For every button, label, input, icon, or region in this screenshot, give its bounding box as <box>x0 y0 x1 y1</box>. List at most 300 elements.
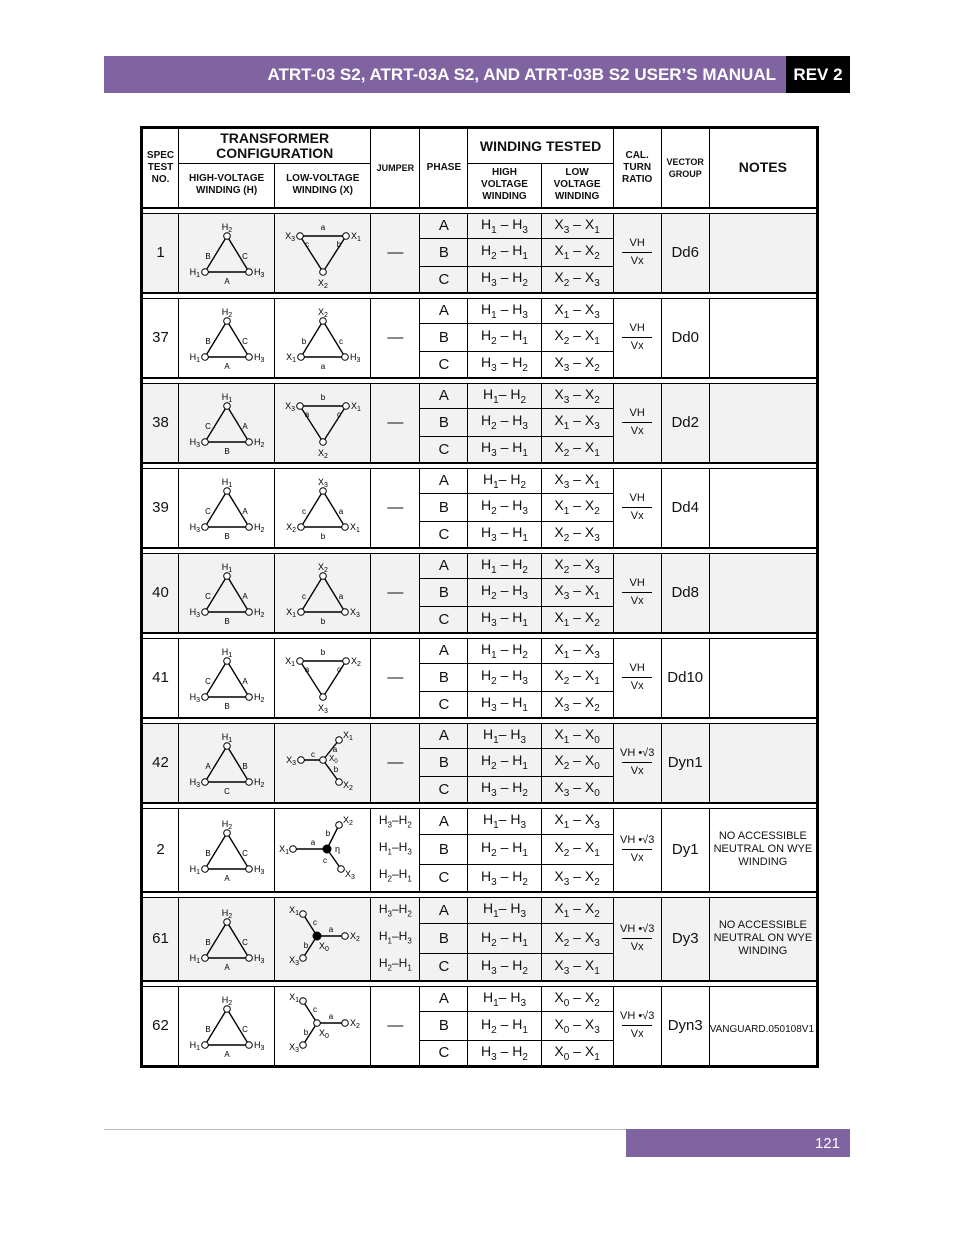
svg-text:X3: $X_3$ <box>289 1041 300 1054</box>
lv-winding-diagram <box>275 808 371 892</box>
phase: B <box>420 924 468 954</box>
lv-winding-diagram <box>275 383 371 463</box>
svg-text:B: B <box>242 761 248 771</box>
svg-text:H3: $H_3$ <box>254 266 265 279</box>
svg-text:H1: $H_1$ <box>221 731 233 744</box>
svg-text:a: a <box>332 744 338 754</box>
header-notes: NOTES <box>709 128 817 208</box>
phase: A <box>420 986 468 1011</box>
hv-winding-diagram <box>179 213 275 293</box>
svg-text:A: A <box>205 761 211 771</box>
lv-winding-tested: $X_2 - X_1$ <box>541 436 613 462</box>
svg-text:B: B <box>205 336 211 346</box>
document-code: VANGUARD.050108V1 <box>709 1024 814 1035</box>
ratio-denominator: Vx <box>630 340 644 352</box>
vector-group: Dd0 <box>661 298 709 378</box>
hv-winding-tested: $H_3 - H_1$ <box>468 691 541 717</box>
svg-text:H1: $H_1$ <box>221 646 233 659</box>
svg-text:H1: $H_1$ <box>221 561 233 574</box>
notes <box>709 468 817 548</box>
phase: C <box>420 266 468 292</box>
hv-winding-tested: $H_2 - H_1$ <box>468 323 541 351</box>
phase: A <box>420 213 468 238</box>
svg-text:H1: $H_1$ <box>189 1039 201 1052</box>
cal-turn-ratio <box>613 553 661 633</box>
svg-text:H1: $H_1$ <box>189 863 201 876</box>
hv-winding-tested: $H_2 - H_3$ <box>468 493 541 521</box>
svg-text:b: b <box>303 940 309 950</box>
hv-winding-diagram <box>179 383 275 463</box>
phase: C <box>420 953 468 981</box>
svg-text:H1: $H_1$ <box>189 266 201 279</box>
svg-text:X1: $X_1$ <box>343 729 354 742</box>
notes <box>709 553 817 633</box>
lv-winding-tested: $X_0 - X_2$ <box>541 986 613 1011</box>
phase: B <box>420 493 468 521</box>
ratio-numerator: VH <box>629 322 645 334</box>
svg-text:H3: $H_3$ <box>189 691 201 704</box>
svg-text:H3: $H_3$ <box>254 863 265 876</box>
svg-text:H2: $H_2$ <box>254 521 265 534</box>
hv-winding-diagram <box>179 723 275 803</box>
svg-text:c: c <box>302 591 307 601</box>
hv-winding-tested: $H_1-$ $H_3$ <box>468 897 541 923</box>
lv-winding-tested: $X_3 - X_2$ <box>541 864 613 892</box>
hv-winding-tested: $H_3 - H_2$ <box>468 351 541 377</box>
svg-text:X3: $X_3$ <box>318 476 329 489</box>
svg-text:X2: $X_2$ <box>318 306 329 319</box>
phase: A <box>420 897 468 923</box>
svg-text:a: a <box>304 409 310 419</box>
svg-text:b: b <box>301 336 307 346</box>
hv-winding-tested: $H_1 - H_2$ <box>468 553 541 578</box>
cal-turn-ratio <box>613 298 661 378</box>
phase: B <box>420 408 468 436</box>
svg-text:C: C <box>205 506 211 516</box>
svg-text:X1: $X_1$ <box>351 400 362 413</box>
notes: NO ACCESSIBLE NEUTRAL ON WYE WINDING <box>709 808 817 892</box>
lv-winding-diagram <box>275 298 371 378</box>
svg-text:X0: $X_0$ <box>329 753 338 765</box>
hv-winding-tested: $H_3 - H_2$ <box>468 953 541 981</box>
ratio-numerator: VH <box>629 237 645 249</box>
svg-text:a: a <box>304 664 310 674</box>
svg-text:b: b <box>325 828 331 838</box>
hv-winding-diagram <box>179 897 275 981</box>
svg-text:H3: $H_3$ <box>254 351 265 364</box>
phase: B <box>420 1012 468 1040</box>
spec-test-no: 37 <box>142 298 179 378</box>
hv-winding-tested: $H_3 - H_2$ <box>468 776 541 802</box>
phase: A <box>420 808 468 834</box>
svg-text:c: c <box>339 336 344 346</box>
hv-winding-diagram <box>179 468 275 548</box>
notes <box>709 298 817 378</box>
hv-winding-tested: $H_3 - H_2$ <box>468 266 541 292</box>
svg-text:B: B <box>205 937 211 947</box>
vector-group: Dd4 <box>661 468 709 548</box>
jumper-none: — <box>371 986 420 1066</box>
svg-text:C: C <box>242 336 248 346</box>
svg-text:C: C <box>242 251 248 261</box>
phase: C <box>420 864 468 892</box>
lv-winding-tested: $X_1 - X_3$ <box>541 298 613 323</box>
header-vector-group: VECTOR GROUP <box>661 128 709 208</box>
hv-winding-diagram <box>179 638 275 718</box>
ratio-denominator: Vx <box>630 941 644 954</box>
jumper-list <box>371 897 420 981</box>
lv-winding-diagram <box>275 468 371 548</box>
ratio-denominator: Vx <box>630 510 644 522</box>
hv-winding-tested: $H_2 - H_3$ <box>468 578 541 606</box>
svg-text:H1: $H_1$ <box>221 391 233 404</box>
svg-text:c: c <box>305 239 310 249</box>
vector-group: Dy1 <box>661 808 709 892</box>
svg-text:B: B <box>224 701 230 711</box>
cal-turn-ratio <box>613 808 661 892</box>
svg-text:X2: $X_2$ <box>350 930 361 943</box>
lv-winding-tested: $X_2 - X_0$ <box>541 748 613 776</box>
hv-winding-tested: $H_3 - H_1$ <box>468 521 541 547</box>
notes <box>709 213 817 293</box>
svg-text:X1: $X_1$ <box>289 904 300 917</box>
svg-text:X3: $X_3$ <box>285 230 296 243</box>
header-cal-turn-ratio: CAL. TURN RATIO <box>613 128 661 208</box>
hv-winding-tested: $H_1-$ $H_2$ <box>468 383 541 408</box>
svg-text:B: B <box>205 251 211 261</box>
svg-text:c: c <box>337 664 342 674</box>
notes <box>709 723 817 803</box>
lv-winding-tested: $X_2 - X_3$ <box>541 553 613 578</box>
header-high-voltage: HIGH VOLTAGE WINDING <box>468 164 541 208</box>
svg-text:X1: $X_1$ <box>279 843 290 856</box>
svg-text:c: c <box>337 409 342 419</box>
svg-text:C: C <box>205 676 211 686</box>
lv-winding-tested: $X_2 - X_1$ <box>541 323 613 351</box>
svg-text:C: C <box>224 786 230 796</box>
ratio-denominator: Vx <box>630 255 644 267</box>
ratio-numerator: VH •√3 <box>619 834 655 847</box>
table-row <box>142 213 818 238</box>
cal-turn-ratio <box>613 897 661 981</box>
spec-test-no: 62 <box>142 986 179 1066</box>
svg-text:C: C <box>242 848 248 858</box>
phase: C <box>420 436 468 462</box>
svg-text:a: a <box>320 361 326 371</box>
vector-group: Dd6 <box>661 213 709 293</box>
phase: A <box>420 468 468 493</box>
cal-turn-ratio <box>613 638 661 718</box>
hv-winding-tested: $H_2 - H_1$ <box>468 238 541 266</box>
svg-text:c: c <box>302 506 307 516</box>
svg-text:X1: $X_1$ <box>286 351 297 364</box>
svg-text:X2: $X_2$ <box>286 521 297 534</box>
svg-text:X0: $X_0$ <box>319 1027 330 1040</box>
table-row <box>142 638 818 663</box>
hv-winding-tested: $H_2 - H_1$ <box>468 748 541 776</box>
ratio-denominator: Vx <box>630 852 644 865</box>
hv-winding-tested: $H_1-$ $H_3$ <box>468 986 541 1011</box>
hv-winding-tested: $H_3 - H_2$ <box>468 1040 541 1066</box>
hv-winding-tested: $H_1-$ $H_2$ <box>468 468 541 493</box>
svg-text:b: b <box>303 1027 309 1037</box>
header-winding-tested: WINDING TESTED <box>468 128 613 164</box>
phase: C <box>420 691 468 717</box>
svg-text:c: c <box>313 1004 318 1014</box>
ratio-denominator: Vx <box>630 765 644 777</box>
svg-text:a: a <box>328 1011 334 1021</box>
svg-text:C: C <box>242 937 248 947</box>
svg-text:C: C <box>242 1024 248 1034</box>
lv-winding-tested: $X_1 - X_2$ <box>541 238 613 266</box>
hv-winding-tested: $H_1 - H_3$ <box>468 298 541 323</box>
jumper-none: — <box>371 638 420 718</box>
svg-text:X3: $X_3$ <box>286 754 297 767</box>
notes <box>709 638 817 718</box>
lv-winding-tested: $X_1 - X_2$ <box>541 606 613 632</box>
phase: A <box>420 638 468 663</box>
phase: C <box>420 776 468 802</box>
svg-text:X2: $X_2$ <box>318 561 329 574</box>
svg-text:H2: $H_2$ <box>221 306 233 319</box>
table-row <box>142 468 818 493</box>
lv-winding-diagram <box>275 213 371 293</box>
footer-rule <box>104 1129 626 1130</box>
svg-text:X1: $X_1$ <box>289 991 300 1004</box>
svg-text:A: A <box>242 676 248 686</box>
hv-winding-tested: $H_2 - H_3$ <box>468 663 541 691</box>
phase: B <box>420 748 468 776</box>
vector-group: Dd8 <box>661 553 709 633</box>
ratio-numerator: VH •√3 <box>619 923 655 936</box>
svg-text:H3: $H_3$ <box>189 776 201 789</box>
cal-turn-ratio <box>613 723 661 803</box>
spec-test-no: 39 <box>142 468 179 548</box>
ratio-denominator: Vx <box>630 425 644 437</box>
vector-group: Dd2 <box>661 383 709 463</box>
hv-winding-tested: $H_3 - H_1$ <box>468 606 541 632</box>
svg-text:A: A <box>224 361 230 371</box>
svg-text:H2: $H_2$ <box>221 994 233 1007</box>
ratio-numerator: VH •√3 <box>619 747 655 759</box>
vector-group: Dyn3 <box>661 986 709 1066</box>
svg-text:X2: $X_2$ <box>343 779 354 792</box>
jumper-item: $H_3-H_2$ <box>378 901 412 919</box>
svg-text:a: a <box>320 222 326 232</box>
svg-text:H2: $H_2$ <box>254 691 265 704</box>
svg-text:X3: $X_3$ <box>318 702 329 715</box>
svg-text:A: A <box>242 421 248 431</box>
svg-text:H3: $H_3$ <box>189 606 201 619</box>
jumper-none: — <box>371 213 420 293</box>
svg-text:c: c <box>311 749 316 759</box>
svg-text:H2: $H_2$ <box>254 606 265 619</box>
svg-text:H3: $H_3$ <box>254 952 265 965</box>
ratio-numerator: VH <box>629 492 645 504</box>
phase: C <box>420 606 468 632</box>
hv-winding-tested: $H_1-$ $H_3$ <box>468 808 541 834</box>
svg-text:X3: $X_3$ <box>289 954 300 967</box>
jumper-item: $H_3-H_2$ <box>378 812 412 829</box>
svg-text:B: B <box>224 446 230 456</box>
svg-text:X1: $X_1$ <box>285 655 296 668</box>
jumper-none: — <box>371 383 420 463</box>
svg-text:A: A <box>224 962 230 972</box>
svg-text:X3: $X_3$ <box>350 606 361 619</box>
lv-winding-tested: $X_1 - X_3$ <box>541 408 613 436</box>
vector-group: Dd10 <box>661 638 709 718</box>
lv-winding-diagram <box>275 723 371 803</box>
spec-test-no: 41 <box>142 638 179 718</box>
notes <box>709 383 817 463</box>
phase: A <box>420 298 468 323</box>
lv-winding-tested: $X_2 - X_1$ <box>541 834 613 864</box>
svg-text:X1: $X_1$ <box>350 521 361 534</box>
svg-text:a: a <box>338 591 344 601</box>
svg-text:X2: $X_2$ <box>351 655 362 668</box>
table-row <box>142 723 818 748</box>
svg-text:B: B <box>205 1024 211 1034</box>
hv-winding-tested: $H_1-$ $H_3$ <box>468 723 541 748</box>
lv-winding-tested: $X_1 - X_0$ <box>541 723 613 748</box>
svg-text:H1: $H_1$ <box>189 351 201 364</box>
jumper-none: — <box>371 723 420 803</box>
hv-winding-diagram <box>179 808 275 892</box>
hv-winding-tested: $H_2 - H_3$ <box>468 408 541 436</box>
phase: C <box>420 521 468 547</box>
phase: A <box>420 723 468 748</box>
vector-group-table <box>140 126 819 1068</box>
ratio-denominator: Vx <box>630 595 644 607</box>
vector-group: Dy3 <box>661 897 709 981</box>
table-row <box>142 897 818 923</box>
lv-winding-diagram <box>275 638 371 718</box>
svg-text:H3: $H_3$ <box>350 351 361 364</box>
svg-text:H1: $H_1$ <box>189 952 201 965</box>
svg-text:X1: $X_1$ <box>351 230 362 243</box>
vector-group: Dyn1 <box>661 723 709 803</box>
header-transformer-configuration: TRANSFORMER CONFIGURATION <box>179 128 371 164</box>
hv-winding-diagram <box>179 986 275 1066</box>
spec-test-no: 61 <box>142 897 179 981</box>
manual-title: ATRT-03 S2, ATRT-03A S2, AND ATRT-03B S2 USER’S MANUAL <box>104 56 786 93</box>
table-row <box>142 298 818 323</box>
svg-text:H1: $H_1$ <box>221 476 233 489</box>
phase: B <box>420 834 468 864</box>
lv-winding-tested: $X_2 - X_3$ <box>541 266 613 292</box>
jumper-none: — <box>371 468 420 548</box>
table-row <box>142 383 818 408</box>
svg-text:b: b <box>320 392 326 402</box>
svg-text:X2: $X_2$ <box>318 277 329 290</box>
svg-text:b: b <box>320 616 326 626</box>
svg-text:X3: $X_3$ <box>345 868 356 881</box>
lv-winding-tested: $X_0 - X_3$ <box>541 1012 613 1040</box>
page-number: 121 <box>626 1129 850 1157</box>
svg-text:c: c <box>323 855 328 865</box>
ratio-numerator: VH <box>629 577 645 589</box>
phase: A <box>420 383 468 408</box>
svg-text:H2: $H_2$ <box>221 221 233 234</box>
lv-winding-diagram <box>275 897 371 981</box>
svg-text:B: B <box>224 616 230 626</box>
svg-text:B: B <box>224 531 230 541</box>
svg-text:A: A <box>224 276 230 286</box>
svg-text:b: b <box>320 531 326 541</box>
table-row <box>142 553 818 578</box>
lv-winding-tested: $X_1 - X_2$ <box>541 493 613 521</box>
svg-text:b: b <box>336 239 342 249</box>
svg-text:b: b <box>320 647 326 657</box>
jumper-none: — <box>371 553 420 633</box>
svg-text:a: a <box>338 506 344 516</box>
lv-winding-tested: $X_2 - X_3$ <box>541 521 613 547</box>
lv-winding-tested: $X_3 - X_1$ <box>541 468 613 493</box>
cal-turn-ratio <box>613 468 661 548</box>
svg-text:H3: $H_3$ <box>189 436 201 449</box>
cal-turn-ratio <box>613 383 661 463</box>
phase: B <box>420 663 468 691</box>
lv-winding-tested: $X_3 - X_2$ <box>541 383 613 408</box>
revision-badge: REV 2 <box>786 56 850 93</box>
lv-winding-tested: $X_1 - X_3$ <box>541 808 613 834</box>
lv-winding-diagram <box>275 986 371 1066</box>
hv-winding-tested: $H_3 - H_1$ <box>468 436 541 462</box>
hv-winding-tested: $H_2 - H_1$ <box>468 1012 541 1040</box>
lv-winding-tested: $X_2 - X_3$ <box>541 924 613 954</box>
svg-text:C: C <box>205 591 211 601</box>
phase: C <box>420 351 468 377</box>
jumper-item: $H_1-H_3$ <box>378 839 412 857</box>
svg-text:A: A <box>242 506 248 516</box>
svg-text:H2: $H_2$ <box>254 776 265 789</box>
spec-test-no: 2 <box>142 808 179 892</box>
svg-text:B: B <box>205 848 211 858</box>
header-high-voltage-winding: HIGH-VOLTAGE WINDING (H) <box>179 164 275 208</box>
header-spec-test-no: SPEC TEST NO. <box>142 128 179 208</box>
hv-winding-tested: $H_2 - H_1$ <box>468 924 541 954</box>
hv-winding-diagram <box>179 553 275 633</box>
svg-text:A: A <box>224 1049 230 1059</box>
jumper-list <box>371 808 420 892</box>
spec-test-no: 38 <box>142 383 179 463</box>
jumper-item: $H_2-H_1$ <box>378 956 412 973</box>
header-low-voltage: LOW VOLTAGE WINDING <box>541 164 613 208</box>
svg-text:X1: $X_1$ <box>286 606 297 619</box>
notes: NO ACCESSIBLE NEUTRAL ON WYE WINDING <box>709 897 817 981</box>
ratio-numerator: VH <box>629 662 645 674</box>
page-header <box>104 56 850 93</box>
lv-winding-tested: $X_3 - X_1$ <box>541 213 613 238</box>
header-phase: PHASE <box>420 128 468 208</box>
svg-text:X2: $X_2$ <box>350 1017 361 1030</box>
lv-winding-tested: $X_3 - X_1$ <box>541 578 613 606</box>
ratio-numerator: VH <box>629 407 645 419</box>
ratio-numerator: VH •√3 <box>619 1010 655 1023</box>
phase: A <box>420 553 468 578</box>
svg-text:A: A <box>224 873 230 883</box>
ratio-denominator: Vx <box>630 1028 644 1041</box>
svg-text:a: a <box>328 924 334 934</box>
svg-text:A: A <box>242 591 248 601</box>
spec-test-no: 40 <box>142 553 179 633</box>
ratio-denominator: Vx <box>630 680 644 692</box>
svg-text:X3: $X_3$ <box>285 400 296 413</box>
svg-text:X0: $X_0$ <box>319 940 330 953</box>
svg-text:c: c <box>313 917 318 927</box>
phase: B <box>420 578 468 606</box>
jumper-item: $H_1-H_3$ <box>378 929 412 946</box>
